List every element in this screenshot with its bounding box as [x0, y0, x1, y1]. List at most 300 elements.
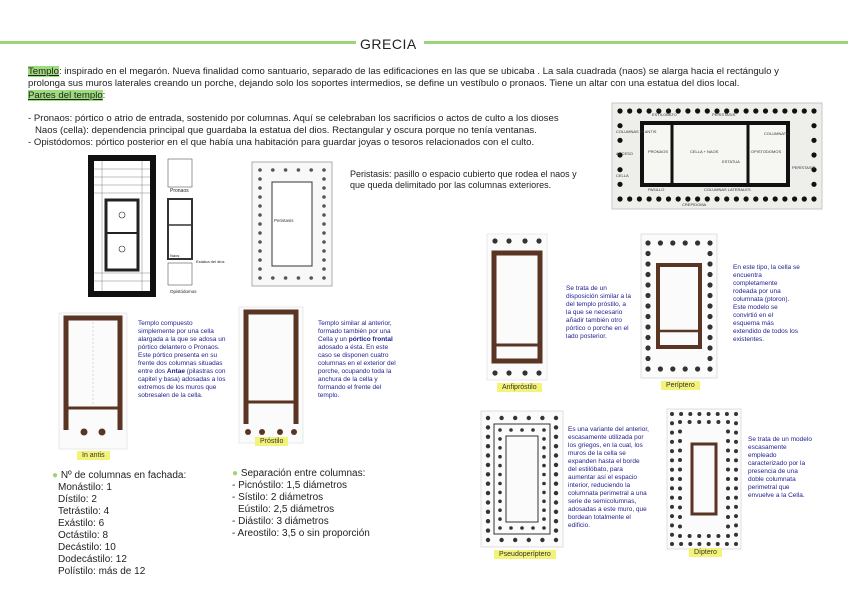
column-dot — [726, 534, 730, 538]
facade-item: Polístilo: más de 12 — [58, 566, 146, 577]
column-dot — [670, 486, 674, 490]
column-dot — [734, 196, 739, 201]
column-dot — [554, 519, 558, 523]
column-dot — [542, 455, 546, 459]
column-dot — [763, 108, 768, 113]
anfiprostilo-label: Anfipróstilo — [497, 383, 542, 392]
column-dot — [734, 412, 738, 416]
column-dot — [540, 538, 544, 542]
column-dot — [707, 314, 712, 319]
column-dot — [678, 496, 682, 500]
facade-item: Octástilo: 8 — [58, 530, 109, 541]
facade-item: Dodecástilo: 12 — [58, 554, 127, 565]
column-dot — [309, 276, 313, 280]
column-dot — [811, 123, 816, 128]
column-dot — [688, 534, 692, 538]
part-naos: Naos (cella): dependencia principal que guardaba la estatua del dios. Rectangular y oscura porque no tenía ventanas. — [35, 125, 537, 136]
column-dot — [542, 464, 546, 468]
column-dot — [645, 303, 650, 308]
intro-paragraph — [28, 66, 818, 102]
column-dot — [322, 267, 326, 271]
column-dot — [707, 366, 712, 371]
column-dot — [707, 240, 712, 245]
column-dot — [499, 416, 503, 420]
facade-item: Tetrástilo: 4 — [58, 506, 110, 517]
spacing-item: Eústilo: 2,5 diámetros — [238, 504, 335, 515]
column-dot — [734, 477, 738, 481]
column-dot — [773, 108, 778, 113]
big-plan-label-estatua: ESTATUA — [722, 159, 740, 164]
column-dot — [670, 496, 674, 500]
column-dot — [685, 108, 690, 113]
column-dot — [498, 464, 502, 468]
column-dot — [486, 425, 490, 429]
column-dot — [726, 430, 730, 434]
periptero-label: Períptero — [661, 381, 700, 390]
column-dot — [297, 276, 301, 280]
column-dot — [725, 542, 729, 546]
column-dot — [258, 258, 262, 262]
column-dot — [258, 240, 262, 244]
column-dot — [645, 335, 650, 340]
in-antis-plan — [58, 312, 128, 450]
column-dot — [744, 196, 749, 201]
column-dot — [531, 428, 535, 432]
plan-peristasis-figure — [250, 160, 334, 288]
column-dot — [707, 251, 712, 256]
in-antis-note-pre: Templo compuesto simplemente por una cella alargada a la que se adosa un pórtico delantero o Pronaos. Este pórtico presenta en su frente dos columnas situadas entre dos — [138, 320, 226, 375]
column-dot — [707, 293, 712, 298]
parts-colon: : — [102, 90, 106, 101]
intro-label: Templo — [28, 66, 59, 77]
big-plan-label-cella-naos: CELLA + NAOS — [690, 149, 719, 154]
column-dot — [486, 491, 490, 495]
column-dot — [540, 416, 544, 420]
column-dot — [542, 446, 546, 450]
column-dot — [753, 196, 758, 201]
column-dot — [542, 526, 546, 530]
column-dot — [498, 473, 502, 477]
column-dot — [670, 468, 674, 472]
column-dot — [486, 482, 490, 486]
column-dot — [734, 505, 738, 509]
column-dot — [707, 534, 711, 538]
pseudoperiptero-plan — [480, 410, 564, 548]
column-dot — [679, 412, 683, 416]
column-dot — [645, 324, 650, 329]
column-dot — [498, 446, 502, 450]
column-dot — [284, 276, 288, 280]
column-dot — [284, 168, 288, 172]
column-dot — [498, 428, 502, 432]
big-plan-label-pasillo: PASILLO — [648, 187, 665, 192]
column-dot — [734, 421, 738, 425]
column-dot — [322, 204, 326, 208]
column-dot — [647, 196, 652, 201]
column-dot — [678, 458, 682, 462]
column-dot — [498, 517, 502, 521]
anfiprostilo-plan — [486, 233, 548, 381]
column-dot — [678, 420, 682, 424]
column-dot — [753, 108, 758, 113]
column-dot — [734, 514, 738, 518]
column-dot — [811, 138, 816, 143]
column-dot — [670, 514, 674, 518]
column-dot — [486, 435, 490, 439]
column-dot — [707, 272, 712, 277]
column-dot — [637, 108, 642, 113]
column-dot — [322, 195, 326, 199]
diptero-plan — [666, 408, 742, 550]
big-plan-label-cella: CELLA — [616, 173, 629, 178]
column-dot — [486, 500, 490, 504]
column-dot — [726, 496, 730, 500]
column-dot — [645, 251, 650, 256]
spacing-item: - Sístilo: 2 diámetros — [232, 492, 324, 503]
column-dot — [679, 542, 683, 546]
column-dot — [734, 468, 738, 472]
column-dot — [322, 213, 326, 217]
column-dot — [554, 491, 558, 495]
column-dot — [678, 468, 682, 472]
column-dot — [486, 510, 490, 514]
column-dot — [297, 168, 301, 172]
intro-text: : inspirado en el megarón. Nueva finalidad como santuario, separado de las edificaciones en las que se ubicaba . La sala cuadrada (naos) se alarga hacia el rectángulo y prolonga sus muros laterales creando un porche, dejando solo los soportes intermedios, se define un vestíbulo o pronaos. Tiene un altar con una estatua del dios local. — [28, 66, 779, 89]
column-dot — [258, 177, 262, 181]
column-dot — [726, 525, 730, 529]
column-dot — [554, 472, 558, 476]
column-dot — [670, 533, 674, 537]
column-dot — [811, 108, 816, 113]
pseudoperiptero-note: Es una variante del anterior, escasamente utilizada por los griegos, en la cual, los muros de la cella se expanden hasta el borde del estilóbato, para aumentar así el espacio interior, reduciendo la columnata perimetral a una serie de semicolumnas, adosadas a este muro, que bordean totalmente el edificio. — [568, 426, 649, 529]
column-dot — [811, 196, 816, 201]
spacing-item: - Picnóstilo: 1,5 diámetros — [232, 480, 348, 491]
bullet-dot: ● — [52, 470, 59, 481]
column-dot — [670, 477, 674, 481]
column-dot — [258, 249, 262, 253]
column-dot — [658, 366, 663, 371]
column-dot — [258, 186, 262, 190]
plan1-label-opistodomos: Opistódomos — [170, 289, 197, 294]
column-dot — [258, 267, 262, 271]
column-dot — [782, 108, 787, 113]
column-spacing-list — [232, 468, 370, 540]
column-dot — [734, 496, 738, 500]
column-dot — [678, 439, 682, 443]
column-dot — [554, 453, 558, 457]
column-dot — [678, 430, 682, 434]
column-dot — [670, 458, 674, 462]
facade-item: Monástilo: 1 — [58, 482, 112, 493]
column-dot — [499, 538, 503, 542]
column-dot — [695, 196, 700, 201]
diptero-label: Díptero — [689, 548, 722, 557]
column-dot — [645, 293, 650, 298]
column-dot — [542, 500, 546, 504]
column-dot — [726, 506, 730, 510]
in-antis-note — [138, 320, 230, 400]
spacing-item: - Areostilo: 3,5 o sin proporción — [232, 528, 370, 539]
plan2-label: Peristasis — [274, 218, 294, 223]
column-dot — [707, 324, 712, 329]
plan1-label-pronaos: Pronaos — [170, 188, 189, 194]
column-dot — [658, 240, 663, 245]
column-dot — [716, 412, 720, 416]
column-dot — [617, 182, 622, 187]
spacing-heading: Separación entre columnas: — [240, 468, 366, 479]
column-dot — [656, 196, 661, 201]
big-plan-label-opistodomos: OPISTODOMOS — [751, 149, 782, 154]
column-dot — [527, 416, 531, 420]
column-dot — [322, 231, 326, 235]
column-dot — [707, 282, 712, 287]
column-dot — [513, 538, 517, 542]
column-dot — [763, 196, 768, 201]
column-dot — [322, 249, 326, 253]
title-rule-left — [0, 41, 356, 44]
column-dot — [542, 482, 546, 486]
column-dot — [697, 412, 701, 416]
plan1-label-estatua: Estatua del dios — [196, 259, 225, 264]
column-dot — [707, 412, 711, 416]
column-dot — [670, 542, 674, 546]
column-dot — [554, 416, 558, 420]
column-dot — [513, 416, 517, 420]
column-dot — [773, 196, 778, 201]
column-dot — [509, 428, 513, 432]
column-dot — [637, 196, 642, 201]
column-dot — [645, 356, 650, 361]
column-dot — [734, 431, 738, 435]
column-dot — [627, 196, 632, 201]
anfiprostilo-note: Se trata de un disposición similar a la del templo próstilo, a la que se necesario añadir también otro pórtico o porche en el lado posterior. — [566, 285, 632, 340]
column-dot — [498, 455, 502, 459]
part-pronaos: - Pronaos: pórtico o atrio de entrada, sostenido por columnas. Aquí se celebraban los sacrificios o actos de culto a los dioses — [28, 113, 559, 124]
column-dot — [554, 435, 558, 439]
column-dot — [724, 196, 729, 201]
bullet-dot: ● — [232, 468, 239, 479]
diptero-note: Se trata de un modelo escasamente empleado caracterizado por la presencia de una doble columnata perimetral que envuelve a la Cella. — [748, 436, 812, 499]
column-dot — [705, 196, 710, 201]
column-dot — [309, 168, 313, 172]
column-dot — [322, 186, 326, 190]
column-dot — [554, 538, 558, 542]
column-dot — [554, 463, 558, 467]
column-dot — [509, 526, 513, 530]
column-dot — [617, 167, 622, 172]
periptero-note: En este tipo, la cella se encuentra completamente rodeada por una columnata (ptoron). Este modelo se convirtió en el esquema más extendido de todos los existentes. — [733, 264, 800, 343]
column-dot — [542, 437, 546, 441]
big-plan-label-columnas-laterales: COLUMNAS LATERALES — [704, 187, 751, 192]
column-dot — [734, 440, 738, 444]
column-dot — [617, 138, 622, 143]
prostilo-note — [318, 320, 402, 400]
column-dot — [554, 500, 558, 504]
column-dot — [645, 314, 650, 319]
big-plan-label-acceso: ACCESO — [616, 151, 633, 156]
big-plan-label-peristasis: PERISTASIS — [712, 112, 736, 117]
plan-parts-figure — [88, 155, 225, 297]
column-dot — [498, 491, 502, 495]
page-title: GRECIA — [360, 36, 417, 52]
plan1-label-naos: Naos — [170, 253, 180, 258]
prostilo-note-pre: Templo similar al anterior, formado también por una Cella y un — [318, 320, 392, 343]
column-dot — [486, 538, 490, 542]
column-dot — [683, 240, 688, 245]
column-dot — [542, 491, 546, 495]
column-dot — [258, 168, 262, 172]
column-dot — [707, 335, 712, 340]
column-dot — [322, 276, 326, 280]
column-dot — [486, 416, 490, 420]
column-dot — [645, 345, 650, 350]
column-dot — [707, 261, 712, 266]
column-dot — [258, 213, 262, 217]
column-dot — [670, 240, 675, 245]
column-dot — [258, 231, 262, 235]
column-dot — [734, 542, 738, 546]
column-dot — [498, 500, 502, 504]
column-dot — [554, 482, 558, 486]
column-dot — [678, 506, 682, 510]
column-dot — [617, 108, 622, 113]
in-antis-note-bold: Antae — [166, 368, 185, 375]
column-dot — [554, 510, 558, 514]
column-dot — [714, 196, 719, 201]
big-plan-label-peristasis-2: PERÍSTASIS — [792, 165, 816, 170]
column-dot — [695, 108, 700, 113]
column-dot — [726, 458, 730, 462]
column-dot — [726, 468, 730, 472]
column-dot — [705, 108, 710, 113]
column-dot — [688, 412, 692, 416]
column-dot — [734, 449, 738, 453]
column-dot — [734, 486, 738, 490]
column-dot — [726, 420, 730, 424]
column-dot — [258, 222, 262, 226]
column-dot — [697, 542, 701, 546]
prostilo-label: Próstilo — [255, 437, 288, 446]
column-dot — [695, 240, 700, 245]
column-dot — [645, 240, 650, 245]
column-dot — [678, 515, 682, 519]
spacing-item: - Diástilo: 3 diámetros — [232, 516, 329, 527]
column-dot — [707, 345, 712, 350]
column-dot — [486, 519, 490, 523]
column-dot — [716, 542, 720, 546]
column-dot — [726, 477, 730, 481]
column-dot — [542, 517, 546, 521]
column-dot — [645, 282, 650, 287]
facade-item: Dístilo: 2 — [58, 494, 97, 505]
column-dot — [498, 437, 502, 441]
column-dot — [695, 366, 700, 371]
prostilo-plan — [238, 306, 304, 444]
big-plan-label-pronaos: PRONAOS — [648, 149, 669, 154]
column-dot — [271, 276, 275, 280]
column-dot — [498, 526, 502, 530]
column-dot — [486, 528, 490, 532]
peristasis-text: Peristasis: pasillo o espacio cubierto que rodea el naos y que queda delimitado por las columnas exteriores. — [350, 169, 577, 190]
column-dot — [554, 425, 558, 429]
columns-facade-list — [52, 470, 187, 578]
periptero-plan — [640, 233, 718, 379]
parts-list — [28, 113, 608, 149]
column-dot — [725, 412, 729, 416]
column-dot — [792, 196, 797, 201]
column-dot — [726, 487, 730, 491]
column-dot — [486, 463, 490, 467]
column-dot — [734, 533, 738, 537]
column-dot — [683, 366, 688, 371]
column-dot — [707, 303, 712, 308]
column-dot — [486, 453, 490, 457]
column-dot — [520, 526, 524, 530]
column-dot — [486, 444, 490, 448]
column-dot — [670, 523, 674, 527]
column-dot — [258, 195, 262, 199]
column-dot — [707, 356, 712, 361]
column-dot — [520, 428, 524, 432]
big-plan-label-columnata: COLUMNATA — [764, 131, 789, 136]
labeled-temple-plan — [612, 103, 822, 209]
column-dot — [697, 420, 701, 424]
column-dot — [678, 534, 682, 538]
column-dot — [678, 525, 682, 529]
column-dot — [271, 168, 275, 172]
column-dot — [688, 542, 692, 546]
column-dot — [258, 204, 262, 208]
column-dot — [697, 534, 701, 538]
column-dot — [258, 276, 262, 280]
column-dot — [678, 487, 682, 491]
column-dot — [645, 366, 650, 371]
column-dot — [685, 196, 690, 201]
column-dot — [670, 440, 674, 444]
column-dot — [688, 420, 692, 424]
column-dot — [726, 449, 730, 453]
column-dot — [645, 272, 650, 277]
column-dot — [744, 108, 749, 113]
column-dot — [645, 261, 650, 266]
column-dot — [322, 168, 326, 172]
column-dot — [617, 123, 622, 128]
column-dot — [322, 222, 326, 226]
column-dot — [322, 177, 326, 181]
column-dot — [734, 523, 738, 527]
big-plan-label-crepidoma: CREPIDOMA — [682, 202, 707, 207]
in-antis-note-post: (pilastras con capitel y basa) adosadas a los extremos de los muros que sobresalen de la cella. — [138, 368, 226, 399]
column-dot — [670, 505, 674, 509]
column-dot — [678, 477, 682, 481]
column-dot — [676, 196, 681, 201]
pseudoperiptero-label: Pseudoperíptero — [494, 550, 556, 559]
column-dot — [726, 515, 730, 519]
column-dot — [527, 538, 531, 542]
column-dot — [716, 534, 720, 538]
part-opistodomos: - Opistódomos: pórtico posterior en el que había una habitación para guardar joyas o tesoros relacionados con el culto. — [28, 137, 535, 148]
column-dot — [666, 196, 671, 201]
column-dot — [670, 421, 674, 425]
parts-heading: Partes del templo — [28, 90, 103, 101]
big-plan-label-estilobato: ESTILOBATO — [652, 112, 677, 117]
column-dot — [670, 412, 674, 416]
column-dot — [792, 108, 797, 113]
column-dot — [707, 542, 711, 546]
column-dot — [617, 196, 622, 201]
column-dot — [670, 431, 674, 435]
column-dot — [707, 420, 711, 424]
